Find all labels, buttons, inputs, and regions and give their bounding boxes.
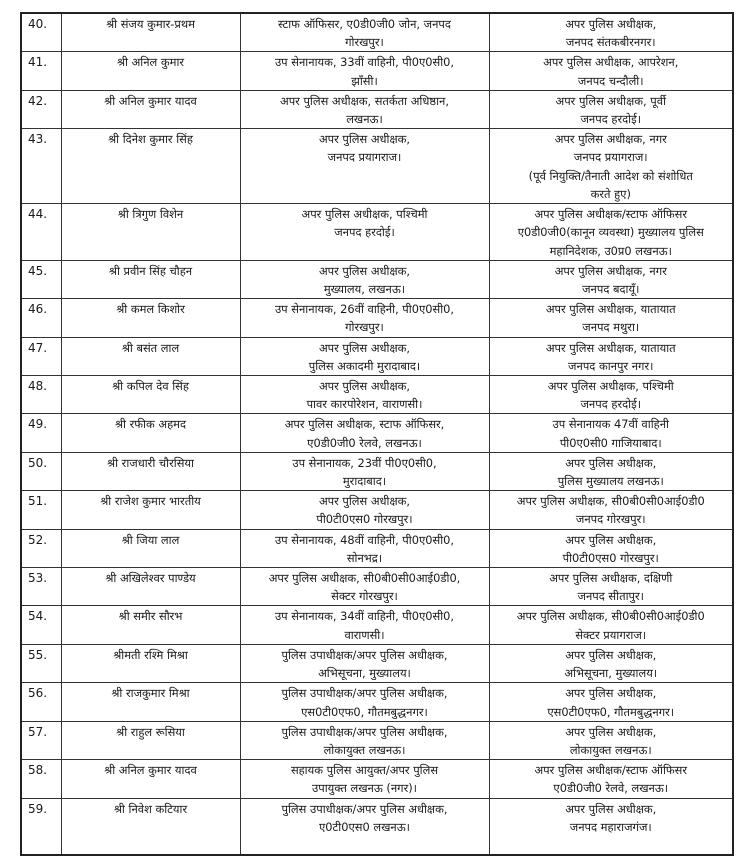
posting-text-line: जनपद प्रयागराज। — [327, 150, 402, 165]
posting-text-line: अपर पुलिस अधीक्षक, — [318, 340, 411, 355]
current-posting-cell — [240, 452, 489, 490]
serial-number-cell: 48. — [21, 376, 61, 414]
posting-text-line: जनपद महाराजगंज। — [569, 819, 652, 834]
posting-text-line: जनपद बदायूँ। — [582, 282, 640, 297]
table-row — [21, 260, 733, 298]
serial-number-cell: 44. — [21, 204, 61, 261]
posting-text-line: पी0ए0सी0 गाजियाबाद। — [559, 435, 662, 450]
current-posting-cell — [240, 644, 489, 682]
posting-text-line: गोरखपुर। — [345, 35, 384, 50]
posting-text-line: वाराणसी। — [344, 627, 385, 642]
posting-text-line: अपर पुलिस अधीक्षक, — [565, 455, 657, 470]
table-body — [21, 13, 733, 855]
posting-text-line: अपर पुलिस अधीक्षक, यातायात — [545, 302, 676, 317]
table-row — [21, 204, 733, 261]
posting-text-line: अपर पुलिस अधीक्षक, आपरेशन, — [543, 55, 679, 70]
officer-name-cell: श्री अनिल कुमार — [61, 52, 240, 90]
serial-number-cell: 45. — [21, 260, 61, 298]
serial-number-cell: 40. — [21, 13, 61, 52]
posting-text-line: पुलिस उपाधीक्षक/अपर पुलिस अधीक्षक, — [281, 647, 448, 662]
new-posting-cell — [489, 721, 733, 759]
posting-text-line: अपर पुलिस अधीक्षक, दक्षिणी — [549, 571, 673, 586]
officer-name-cell: श्री अखिलेश्वर पाण्डेय — [61, 568, 240, 606]
officer-name-cell: श्री जिया लाल — [61, 529, 240, 567]
posting-text-line: पुलिस अकादमी मुरादाबाद। — [308, 358, 421, 373]
current-posting-cell — [240, 299, 489, 337]
posting-text-line: सेक्टर प्रयागराज। — [575, 627, 647, 642]
officer-name-cell: श्री राहुल रूसिया — [61, 721, 240, 759]
posting-text-line: अभिसूचना, मुख्यालय। — [564, 666, 658, 681]
table-row — [21, 568, 733, 606]
table-row — [21, 491, 733, 529]
serial-number-cell: 57. — [21, 721, 61, 759]
posting-text-line: अपर पुलिस अधीक्षक/स्टाफ ऑफिसर — [534, 763, 688, 778]
new-posting-cell — [489, 414, 733, 452]
posting-text-line: जनपद सीतापुर। — [577, 589, 644, 604]
officer-name-cell: श्री अनिल कुमार यादव — [61, 90, 240, 128]
posting-text-line: अपर पुलिस अधीक्षक, सतर्कता अधिष्ठान, — [280, 93, 449, 108]
posting-text-line: जनपद हरदोई। — [334, 225, 395, 240]
posting-text-line: लोकायुक्त लखनऊ। — [323, 742, 406, 757]
posting-text-line: एस0टी0एफ0, गौतमबुद्धनगर। — [301, 704, 428, 719]
table-row — [21, 52, 733, 90]
posting-text-line: अपर पुलिस अधीक्षक, — [565, 647, 657, 662]
new-posting-cell — [489, 260, 733, 298]
new-posting-cell — [489, 13, 733, 52]
posting-text-line: अपर पुलिस अधीक्षक, नगर — [554, 263, 667, 278]
posting-text-line: पी0टी0एस0 गोरखपुर। — [562, 550, 659, 565]
posting-text-line: ए0डी0जी0 रेलवे, लखनऊ। — [553, 781, 669, 796]
serial-number-cell: 50. — [21, 452, 61, 490]
posting-text-line: जनपद हरदोई। — [580, 397, 642, 412]
officer-name-cell: श्री संजय कुमार-प्रथम — [61, 13, 240, 52]
table-row — [21, 13, 733, 52]
officer-name-cell: श्री बसंत लाल — [61, 337, 240, 375]
posting-text-line: अपर पुलिस अधीक्षक, पश्चिमी — [547, 379, 674, 394]
table-row — [21, 337, 733, 375]
serial-number-cell: 55. — [21, 644, 61, 682]
serial-number-cell: 53. — [21, 568, 61, 606]
new-posting-cell — [489, 644, 733, 682]
posting-text-line: जनपद हरदोई। — [580, 112, 642, 127]
serial-number-cell: 47. — [21, 337, 61, 375]
posting-text-line: अपर पुलिस अधीक्षक, पूर्वी — [555, 93, 666, 108]
new-posting-cell — [489, 376, 733, 414]
posting-text-line: लोकायुक्त लखनऊ। — [569, 742, 652, 757]
officer-name-cell: श्री त्रिगुण विशेन — [61, 204, 240, 261]
current-posting-cell — [240, 52, 489, 90]
posting-text-line: अपर पुलिस अधीक्षक, सी0बी0सी0आई0डी0, — [268, 571, 461, 586]
current-posting-cell — [240, 606, 489, 644]
serial-number-cell: 41. — [21, 52, 61, 90]
posting-text-line: महानिदेशक, उ0प्र0 लखनऊ। — [549, 243, 672, 258]
posting-text-line: अपर पुलिस अधीक्षक/स्टाफ ऑफिसर — [534, 207, 688, 222]
current-posting-cell — [240, 337, 489, 375]
current-posting-cell — [240, 129, 489, 204]
current-posting-cell — [240, 683, 489, 721]
posting-text-line: जनपद चन्दौली। — [577, 73, 644, 88]
current-posting-cell — [240, 760, 489, 798]
posting-text-line: उप सेनानायक, 23वीं पी0ए0सी0, — [292, 455, 437, 470]
table-row — [21, 683, 733, 721]
posting-text-line: उप सेनानायक, 33वीं वाहिनी, पी0ए0सी0, — [274, 55, 455, 70]
posting-text-line: अपर पुलिस अधीक्षक, सी0बी0सी0आई0डी0 — [516, 494, 705, 509]
posting-text-line: अपर पुलिस अधीक्षक, नगर — [554, 132, 667, 147]
officer-name-cell: श्री रफीक अहमद — [61, 414, 240, 452]
posting-text-line: उप सेनानायक, 26वीं वाहिनी, पी0ए0सी0, — [274, 302, 455, 317]
posting-text-line: अभिसूचना, मुख्यालय। — [318, 666, 411, 681]
officer-name-cell: श्री निवेश कटियार — [61, 798, 240, 855]
posting-text-line: जनपद कानपुर नगर। — [568, 358, 654, 373]
current-posting-cell — [240, 798, 489, 855]
posting-text-line: पी0टी0एस0 गोरखपुर। — [316, 512, 413, 527]
posting-text-line: उपायुक्त लखनऊ (नगर)। — [311, 781, 417, 796]
posting-text-line: अपर पुलिस अधीक्षक, — [565, 686, 657, 701]
new-posting-cell — [489, 452, 733, 490]
posting-text-line: मुख्यालय, लखनऊ। — [323, 282, 406, 297]
officer-name-cell: श्री समीर सौरभ — [61, 606, 240, 644]
posting-text-line: पावर कारपोरेशन, वाराणसी। — [306, 397, 423, 412]
new-posting-cell — [489, 337, 733, 375]
current-posting-cell — [240, 260, 489, 298]
posting-text-line: सहायक पुलिस आयुक्त/अपर पुलिस — [290, 763, 439, 778]
table-row — [21, 760, 733, 798]
new-posting-cell — [489, 798, 733, 855]
serial-number-cell: 43. — [21, 129, 61, 204]
table-row — [21, 644, 733, 682]
posting-text-line: गोरखपुर। — [345, 320, 384, 335]
serial-number-cell: 56. — [21, 683, 61, 721]
posting-text-line: अपर पुलिस अधीक्षक, — [565, 724, 657, 739]
posting-text-line: सोनभद्र। — [346, 550, 383, 565]
table-row — [21, 129, 733, 204]
current-posting-cell — [240, 90, 489, 128]
table-row — [21, 90, 733, 128]
posting-order-table — [20, 12, 734, 856]
posting-text-line: अपर पुलिस अधीक्षक, — [565, 801, 657, 816]
posting-text-line: अपर पुलिस अधीक्षक, — [318, 263, 411, 278]
posting-text-line: एस0टी0एफ0, गौतमबुद्धनगर। — [547, 704, 675, 719]
posting-text-line: अपर पुलिस अधीक्षक, पश्चिमी — [301, 207, 428, 222]
posting-text-line: अपर पुलिस अधीक्षक, यातायात — [545, 340, 676, 355]
serial-number-cell: 58. — [21, 760, 61, 798]
new-posting-cell — [489, 491, 733, 529]
officer-name-cell: श्री राजकुमार मिश्रा — [61, 683, 240, 721]
posting-text-line: जनपद गोरखपुर। — [575, 512, 646, 527]
posting-text-line: अपर पुलिस अधीक्षक, — [565, 17, 657, 31]
posting-text-line: स्टाफ ऑफिसर, ए0डी0जी0 जोन, जनपद — [278, 17, 451, 31]
serial-number-cell: 49. — [21, 414, 61, 452]
officer-name-cell: श्री कमल किशोर — [61, 299, 240, 337]
table-row — [21, 376, 733, 414]
posting-text-line: लखनऊ। — [346, 112, 383, 127]
table-row — [21, 414, 733, 452]
officer-name-cell: श्री राजेश कुमार भारतीय — [61, 491, 240, 529]
table-row — [21, 798, 733, 855]
posting-text-line: झाँसी। — [351, 73, 378, 88]
posting-text-line: सेक्टर गोरखपुर। — [331, 589, 398, 604]
current-posting-cell — [240, 529, 489, 567]
officer-name-cell: श्री दिनेश कुमार सिंह — [61, 129, 240, 204]
posting-text-line: अपर पुलिस अधीक्षक, — [565, 532, 657, 547]
new-posting-cell — [489, 683, 733, 721]
new-posting-cell — [489, 129, 733, 204]
serial-number-cell: 59. — [21, 798, 61, 855]
serial-number-cell: 42. — [21, 90, 61, 128]
posting-text-line: ए0डी0जी0 रेलवे, लखनऊ। — [307, 435, 422, 450]
posting-text-line: जनपद प्रयागराज। — [573, 150, 648, 165]
posting-text-line: (पूर्व नियुक्ति/तैनाती आदेश को संशोधित — [528, 168, 693, 183]
serial-number-cell: 52. — [21, 529, 61, 567]
posting-text-line: मुरादाबाद। — [342, 474, 387, 489]
new-posting-cell — [489, 204, 733, 261]
serial-number-cell: 54. — [21, 606, 61, 644]
officer-name-cell: श्री कपिल देव सिंह — [61, 376, 240, 414]
new-posting-cell — [489, 760, 733, 798]
table-row — [21, 529, 733, 567]
posting-text-line: उप सेनानायक 47वीं वाहिनी — [552, 417, 669, 432]
officer-name-cell: श्री राजधारी चौरसिया — [61, 452, 240, 490]
posting-text-line: अपर पुलिस अधीक्षक, — [318, 494, 411, 509]
current-posting-cell — [240, 721, 489, 759]
posting-text-line: उप सेनानायक, 48वीं वाहिनी, पी0ए0सी0, — [274, 532, 455, 547]
posting-text-line: पुलिस उपाधीक्षक/अपर पुलिस अधीक्षक, — [281, 686, 448, 701]
posting-text-line: पुलिस उपाधीक्षक/अपर पुलिस अधीक्षक, — [281, 801, 448, 816]
table-row — [21, 606, 733, 644]
posting-text-line: अपर पुलिस अधीक्षक, — [318, 379, 411, 394]
officer-name-cell: श्री प्रवीन सिंह चौहन — [61, 260, 240, 298]
posting-text-line: जनपद मथुरा। — [582, 320, 640, 335]
current-posting-cell — [240, 568, 489, 606]
posting-text-line: पुलिस मुख्यालय लखनऊ। — [557, 474, 664, 489]
posting-text-line: उप सेनानायक, 34वीं वाहिनी, पी0ए0सी0, — [274, 609, 455, 624]
posting-text-line: ए0डी0जी0(कानून व्यवस्था) मुख्यालय पुलिस — [517, 225, 704, 240]
table-row — [21, 721, 733, 759]
new-posting-cell — [489, 529, 733, 567]
new-posting-cell — [489, 568, 733, 606]
posting-text-line: अपर पुलिस अधीक्षक, स्टाफ ऑफिसर, — [284, 417, 445, 432]
current-posting-cell — [240, 13, 489, 52]
new-posting-cell — [489, 606, 733, 644]
posting-text-line: अपर पुलिस अधीक्षक, — [318, 132, 411, 147]
current-posting-cell — [240, 376, 489, 414]
posting-text-line: ए0टी0एस0 लखनऊ। — [319, 819, 410, 834]
table-row — [21, 299, 733, 337]
new-posting-cell — [489, 90, 733, 128]
officer-name-cell: श्री अनिल कुमार यादव — [61, 760, 240, 798]
posting-text-line: करते हुए) — [590, 186, 631, 201]
posting-text-line: जनपद संतकबीरनगर। — [565, 35, 656, 50]
new-posting-cell — [489, 299, 733, 337]
current-posting-cell — [240, 491, 489, 529]
current-posting-cell — [240, 414, 489, 452]
posting-text-line: पुलिस उपाधीक्षक/अपर पुलिस अधीक्षक, — [281, 724, 448, 739]
table-row — [21, 452, 733, 490]
serial-number-cell: 51. — [21, 491, 61, 529]
serial-number-cell: 46. — [21, 299, 61, 337]
posting-text-line: अपर पुलिस अधीक्षक, सी0बी0सी0आई0डी0 — [516, 609, 705, 624]
current-posting-cell — [240, 204, 489, 261]
new-posting-cell — [489, 52, 733, 90]
officer-name-cell: श्रीमती रश्मि मिश्रा — [61, 644, 240, 682]
